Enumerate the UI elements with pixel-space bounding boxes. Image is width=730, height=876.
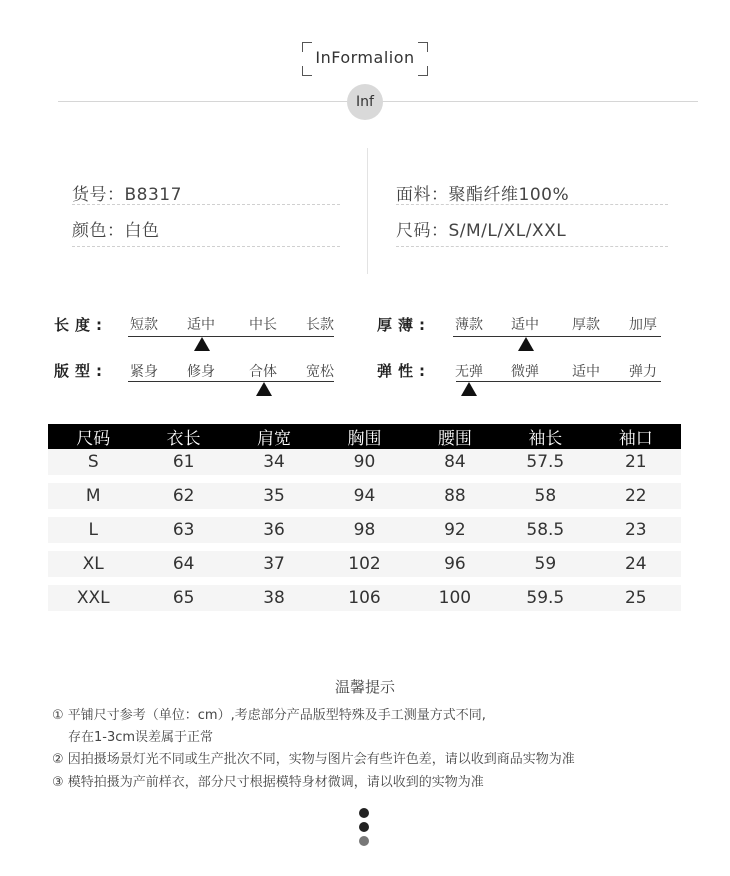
- product-code-value: B8317: [124, 185, 182, 205]
- header-size: 尺码: [48, 424, 138, 449]
- table-cell: 58.5: [500, 509, 590, 543]
- table-cell: M: [48, 475, 138, 509]
- length-option-long: 长款: [306, 317, 334, 333]
- product-fabric-value: 聚酯纤维100%: [448, 185, 570, 205]
- length-scale-line: [128, 336, 334, 337]
- tip-line-2: ② 因拍摄场景灯光不同或生产批次不同，实物与图片会有些许色差，请以收到商品实物为准: [52, 752, 575, 767]
- thickness-option-extra-thick: 加厚: [629, 317, 657, 333]
- table-cell: 92: [410, 509, 500, 543]
- decorative-dot-2: [359, 822, 369, 832]
- size-table-header-row: [48, 424, 681, 449]
- fit-indicator-triangle-icon: [256, 382, 272, 396]
- table-cell: L: [48, 509, 138, 543]
- table-cell: 59.5: [500, 577, 590, 611]
- table-cell: 34: [229, 449, 319, 475]
- table-cell: 61: [138, 449, 228, 475]
- thickness-option-medium: 适中: [511, 317, 539, 333]
- table-cell: 96: [410, 543, 500, 577]
- table-cell: 23: [591, 509, 681, 543]
- product-color-underline: [72, 246, 340, 247]
- decorative-dot-1: [359, 808, 369, 818]
- decorative-dot-3: [359, 836, 369, 846]
- header-chest: 胸围: [319, 424, 409, 449]
- table-cell: 24: [591, 543, 681, 577]
- elasticity-scale-line: [456, 381, 661, 382]
- table-cell: 25: [591, 577, 681, 611]
- inf-badge: Inf: [347, 84, 383, 120]
- fit-scale-line: [128, 381, 334, 382]
- header-cuff: 袖口: [591, 424, 681, 449]
- product-code-label: 货号：: [72, 185, 125, 205]
- table-cell: 59: [500, 543, 590, 577]
- information-title-box: [302, 42, 428, 76]
- table-cell: 88: [410, 475, 500, 509]
- table-cell: 94: [319, 475, 409, 509]
- table-cell: 98: [319, 509, 409, 543]
- table-cell: 102: [319, 543, 409, 577]
- product-fabric-label: 面料：: [396, 185, 449, 205]
- table-cell: 35: [229, 475, 319, 509]
- table-cell: 65: [138, 577, 228, 611]
- table-cell: 84: [410, 449, 500, 475]
- elasticity-indicator-triangle-icon: [461, 382, 477, 396]
- table-row: [48, 577, 681, 611]
- thickness-option-thick: 厚款: [572, 317, 600, 333]
- table-cell: XL: [48, 543, 138, 577]
- tip-line-1: ① 平铺尺寸参考（单位：cm）,考虑部分产品版型特殊及手工测量方式不同,: [52, 708, 486, 723]
- product-sizes-underline: [396, 246, 668, 247]
- table-cell: 57.5: [500, 449, 590, 475]
- product-code: [72, 180, 182, 205]
- length-indicator-triangle-icon: [194, 337, 210, 351]
- table-cell: 64: [138, 543, 228, 577]
- length-option-midlong: 中长: [249, 317, 277, 333]
- thickness-option-thin: 薄款: [455, 317, 483, 333]
- tips-title: 温馨提示: [334, 678, 395, 696]
- table-cell: 90: [319, 449, 409, 475]
- thickness-label: 厚薄:: [377, 316, 431, 334]
- table-cell: 38: [229, 577, 319, 611]
- info-vertical-divider: [367, 148, 368, 274]
- thickness-scale-line: [453, 336, 661, 337]
- product-fabric: [396, 180, 569, 205]
- product-color-value: 白色: [124, 221, 160, 241]
- header-length: 衣长: [138, 424, 228, 449]
- table-cell: XXL: [48, 577, 138, 611]
- fit-label: 版型:: [54, 362, 108, 380]
- table-cell: 36: [229, 509, 319, 543]
- table-cell: S: [48, 449, 138, 475]
- product-sizes: [396, 216, 566, 241]
- length-label: 长度:: [54, 316, 108, 334]
- table-cell: 22: [591, 475, 681, 509]
- product-code-underline: [72, 204, 340, 205]
- elasticity-option-medium: 适中: [572, 364, 600, 380]
- tip-line-3: ③ 模特拍摄为产前样衣，部分尺寸根据模特身材微调，请以收到的实物为准: [52, 775, 484, 790]
- table-cell: 62: [138, 475, 228, 509]
- table-row: [48, 543, 681, 577]
- information-title: InFormalion: [315, 48, 415, 67]
- header-sleeve-length: 袖长: [500, 424, 590, 449]
- table-row: [48, 509, 681, 543]
- table-cell: 58: [500, 475, 590, 509]
- corner-bracket-bottom-right: [418, 66, 428, 76]
- table-cell: 106: [319, 577, 409, 611]
- table-cell: 100: [410, 577, 500, 611]
- elasticity-option-none: 无弹: [455, 364, 483, 380]
- fit-option-slim: 修身: [187, 364, 215, 380]
- product-color-label: 颜色：: [72, 221, 125, 241]
- product-fabric-underline: [396, 204, 668, 205]
- elasticity-option-slight: 微弹: [511, 364, 539, 380]
- table-cell: 37: [229, 543, 319, 577]
- size-table: [48, 424, 681, 611]
- length-option-medium: 适中: [187, 317, 215, 333]
- length-option-short: 短款: [130, 317, 158, 333]
- table-cell: 21: [591, 449, 681, 475]
- tip-line-1-continued: 存在1-3cm误差属于正常: [68, 730, 214, 745]
- product-sizes-value: S/M/L/XL/XXL: [448, 221, 567, 241]
- elasticity-option-stretch: 弹力: [629, 364, 657, 380]
- table-row: [48, 475, 681, 509]
- product-sizes-label: 尺码：: [396, 221, 449, 241]
- fit-option-tight: 紧身: [130, 364, 158, 380]
- elasticity-label: 弹性:: [377, 362, 431, 380]
- header-waist: 腰围: [410, 424, 500, 449]
- fit-option-regular: 合体: [249, 364, 277, 380]
- header-shoulder: 肩宽: [229, 424, 319, 449]
- thickness-indicator-triangle-icon: [518, 337, 534, 351]
- table-row: [48, 449, 681, 475]
- table-cell: 63: [138, 509, 228, 543]
- corner-bracket-bottom-left: [302, 66, 312, 76]
- fit-option-loose: 宽松: [306, 364, 334, 380]
- product-color: [72, 216, 160, 241]
